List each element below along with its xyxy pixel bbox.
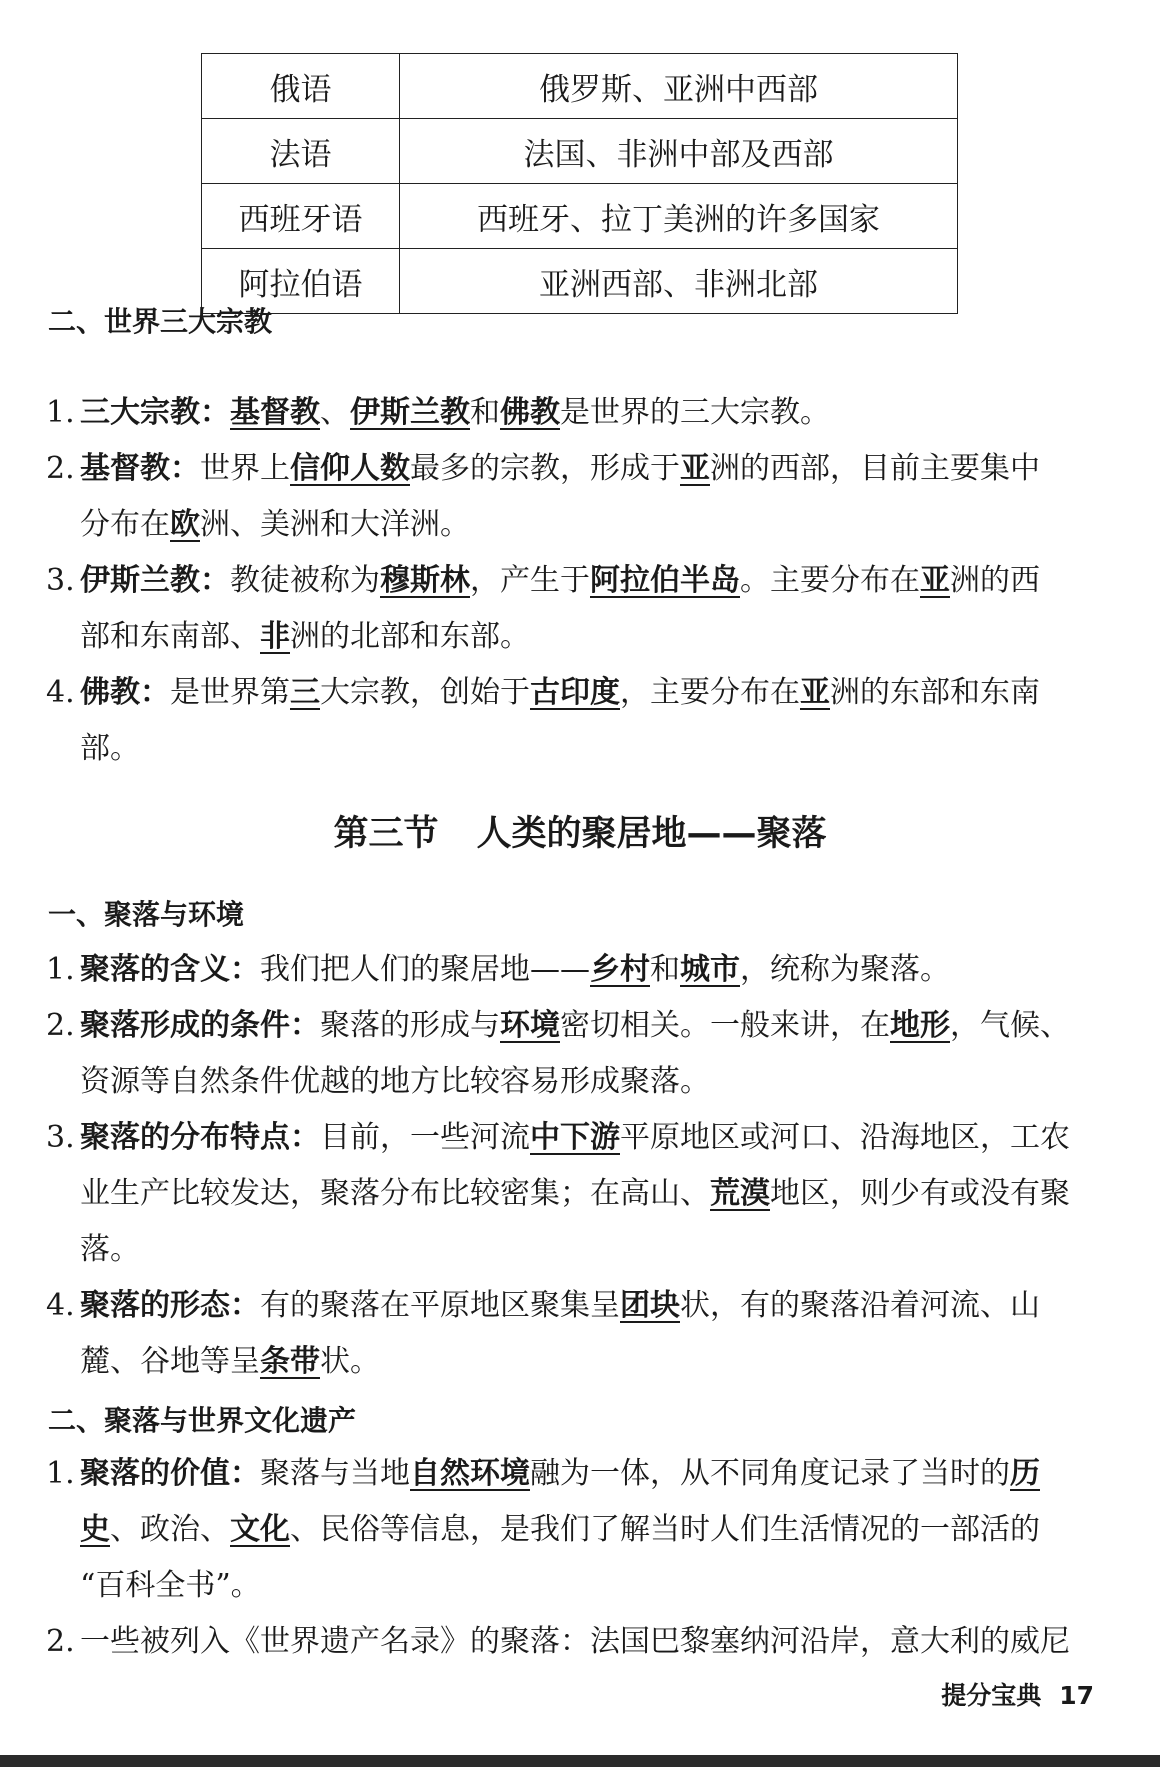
page-bottom-edge (0, 1755, 1160, 1767)
list-item-religions-4: 4. 佛教：是世界第三大宗教，创始于古印度，主要分布在亚洲的东部和东南 部。 (46, 675, 1040, 766)
list-item-religions-1: 1. 三大宗教：基督教、伊斯兰教和佛教是世界的三大宗教。 (46, 395, 830, 430)
list-item-env-3: 3. 聚落的分布特点：目前，一些河流中下游平原地区或河口、沿海地区，工农 业生产比较发达，聚落分布比较密集；在高山、荒漠地区，则少有或没有聚 落。 (46, 1120, 1070, 1267)
page-footer (941, 1676, 1094, 1712)
region-cell: 法国、非洲中部及西部 (400, 119, 958, 184)
list-item-env-2: 2. 聚落形成的条件：聚落的形成与环境密切相关。一般来讲，在地形，气候、 资源等自然条件优越的地方比较容易形成聚落。 (46, 1008, 1070, 1099)
table-row (202, 184, 958, 249)
list-item-religions-2: 2. 基督教：世界上信仰人数最多的宗教，形成于亚洲的西部，目前主要集中 分布在欧洲、美洲和大洋洲。 (46, 451, 1040, 542)
region-cell: 俄罗斯、亚洲中西部 (400, 54, 958, 119)
list-item-heritage-1: 1. 聚落的价值：聚落与当地自然环境融为一体，从不同角度记录了当时的历 史、政治、文化、民俗等信息，是我们了解当时人们生活情况的一部活的 “百科全书”。 (46, 1456, 1040, 1603)
language-cell: 阿拉伯语 (202, 249, 400, 314)
region-cell: 亚洲西部、非洲北部 (400, 249, 958, 314)
section-heading-settlement-heritage: 二、聚落与世界文化遗产 (48, 1404, 357, 1437)
list-item-env-4: 4. 聚落的形态：有的聚落在平原地区聚集呈团块状，有的聚落沿着河流、山 麓、谷地等呈条带状。 (46, 1288, 1040, 1379)
language-cell: 西班牙语 (202, 184, 400, 249)
section-heading-religions: 二、世界三大宗教 (48, 305, 273, 338)
table-row (202, 54, 958, 119)
book-title: 提分宝典 (941, 1681, 1042, 1710)
list-item-religions-3: 3. 伊斯兰教：教徒被称为穆斯林，产生于阿拉伯半岛。主要分布在亚洲的西 部和东南部、非洲的北部和东部。 (46, 563, 1040, 654)
page-number: 17 (1059, 1681, 1094, 1710)
region-cell: 西班牙、拉丁美洲的许多国家 (400, 184, 958, 249)
table-row (202, 119, 958, 184)
chapter-title: 第三节 人类的聚居地——聚落 (333, 814, 827, 854)
section-heading-settlement-environment: 一、聚落与环境 (48, 898, 245, 931)
language-cell: 俄语 (202, 54, 400, 119)
language-cell: 法语 (202, 119, 400, 184)
list-item-env-1: 1. 聚落的含义：我们把人们的聚居地——乡村和城市，统称为聚落。 (46, 952, 950, 987)
list-item-heritage-2: 2. 一些被列入《世界遗产名录》的聚落：法国巴黎塞纳河沿岸，意大利的威尼 (46, 1624, 1070, 1659)
language-table (201, 53, 958, 314)
table-row (202, 249, 958, 314)
